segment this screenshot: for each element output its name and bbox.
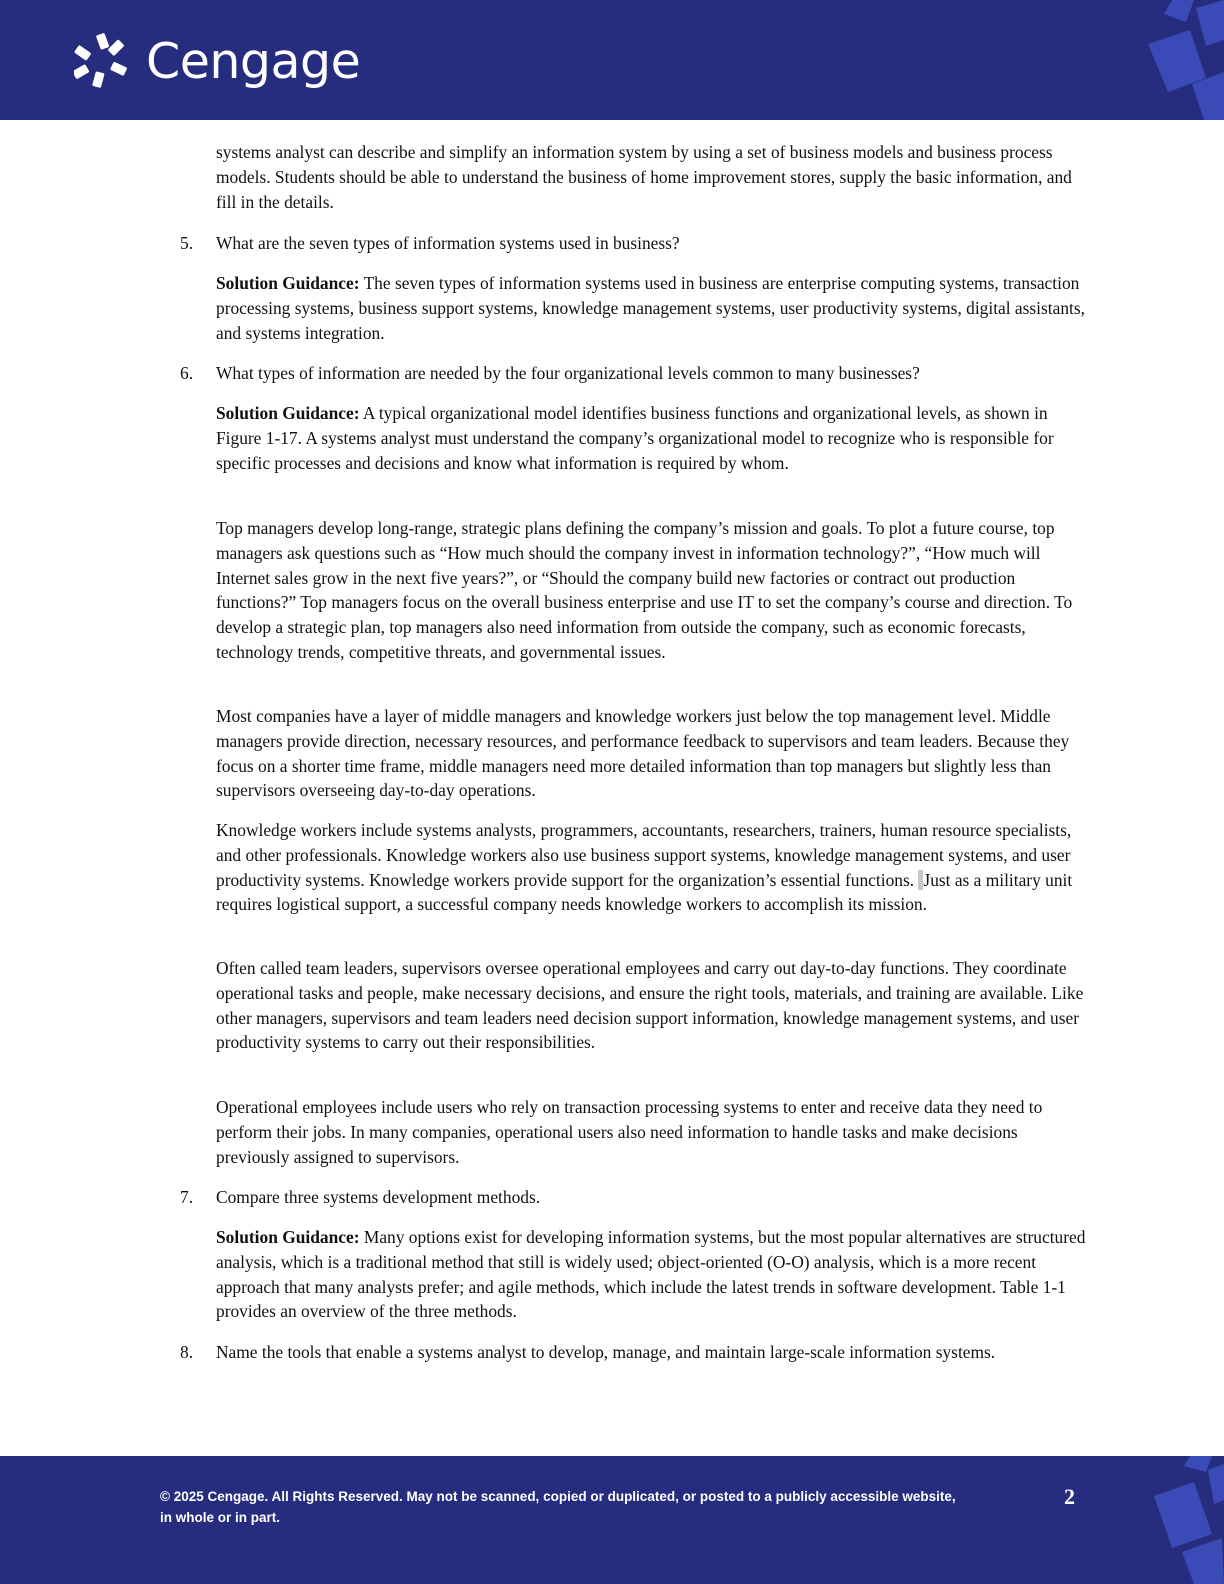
solution-guidance: [216, 401, 1086, 475]
operational-employees-paragraph: Operational employees include users who rely on transaction processing systems to enter and receive data they need to perform their jobs. In many companies, operational users also need information to handle tasks and make decisions previously assigned to supervisors.: [216, 1097, 1043, 1167]
top-managers-paragraph: Top managers develop long-range, strategic plans defining the company’s mission and goals. To plot a future course, top managers ask questions such as “How much should the company invest in information technology?”, “How much will Internet sales grow in the next five years?”, or “Should the company build new factories or contract out production functions?” Top managers focus on the overall business enterprise and use IT to set the company’s course and direction. To develop a strategic plan, top managers also need information from outside the company, such as economic forecasts, technology trends, competitive threats, and governmental issues.: [216, 518, 1073, 662]
solution-guidance-text: Many options exist for developing information systems, but the most popular alternatives are structured analysis, which is a traditional method that still is widely used; object-oriented (O-O) analysis, which is a more recent approach that many analysts prefer; and agile methods, which include the latest trends in software development. Table 1-1 provides an overview of the three methods.: [216, 1227, 1086, 1322]
question-number: 8.: [180, 1342, 194, 1362]
question-number: 6.: [180, 363, 194, 383]
question-text: Compare three systems development methods.: [216, 1187, 541, 1207]
footer-corner-decoration-icon: [1134, 1456, 1224, 1584]
solution-guidance: [216, 271, 1086, 345]
intro-paragraph: systems analyst can describe and simplify an information system by using a set of business models and business process models. Students should be able to understand the business of home improvement stores, supply the basic information, and fill in the details.: [216, 142, 1072, 212]
cengage-logo: [74, 30, 360, 92]
solution-guidance-text: The seven types of information systems used in business are enterprise computing systems, transaction processing systems, business support systems, knowledge management systems, user productivity systems, digital assistants, and systems integration.: [216, 273, 1085, 343]
question-number: 5.: [180, 233, 194, 253]
copyright-notice: © 2025 Cengage. All Rights Reserved. May not be scanned, copied or duplicated, or posted to a publicly accessible website, in whole or in part.: [160, 1489, 956, 1525]
question-text: Name the tools that enable a systems analyst to develop, manage, and maintain large-scale information systems.: [216, 1342, 996, 1362]
question-number: 7.: [180, 1187, 194, 1207]
cengage-logo-mark-icon: [74, 30, 136, 92]
solution-guidance-label: Solution Guidance:: [216, 1227, 360, 1247]
solution-guidance-text: A typical organizational model identifies business functions and organizational levels, as shown in Figure 1-17. A systems analyst must understand the company’s organizational model to recognize who is responsible for specific processes and decisions and know what information is required by whom.: [216, 403, 1054, 473]
knowledge-workers-paragraph: [216, 818, 1086, 917]
page-footer: [0, 1456, 1224, 1584]
question-text: What types of information are needed by the four organizational levels common to many businesses?: [216, 363, 920, 383]
solution-guidance-label: Solution Guidance:: [216, 403, 360, 423]
supervisors-paragraph: Often called team leaders, supervisors oversee operational employees and carry out day-to-day functions. They coordinate operational tasks and people, make necessary decisions, and ensure the right tools, materials, and training are available. Like other managers, supervisors and team leaders need decision support information, knowledge management systems, and user productivity systems to carry out their responsibilities.: [216, 958, 1084, 1053]
knowledge-workers-text: Knowledge workers include systems analysts, programmers, accountants, researchers, trainers, human resource specialists, and other professionals. Knowledge workers also use business support systems, knowledge management systems, and user productivity systems. Knowledge workers provide support for the organization’s essential functions.: [216, 820, 1072, 890]
brand-name: Cengage: [146, 32, 361, 90]
knowledge-workers-text-continued: Just as a military unit requires logistical support, a successful company needs knowledge workers to accomplish its mission.: [216, 869, 1073, 915]
solution-guidance: [216, 1225, 1086, 1324]
page-header: [0, 0, 1224, 120]
header-corner-decoration-icon: [1134, 0, 1224, 120]
question-text: What are the seven types of information systems used in business?: [216, 233, 680, 253]
middle-managers-paragraph: Most companies have a layer of middle managers and knowledge workers just below the top management level. Middle managers provide direction, necessary resources, and performance feedback to supervisors and team leaders. Because they focus on a shorter time frame, middle managers need more detailed information than top managers but slightly less than supervisors overseeing day-to-day operations.: [216, 706, 1070, 801]
solution-guidance-label: Solution Guidance:: [216, 273, 360, 293]
page-number: 2: [1064, 1484, 1075, 1509]
